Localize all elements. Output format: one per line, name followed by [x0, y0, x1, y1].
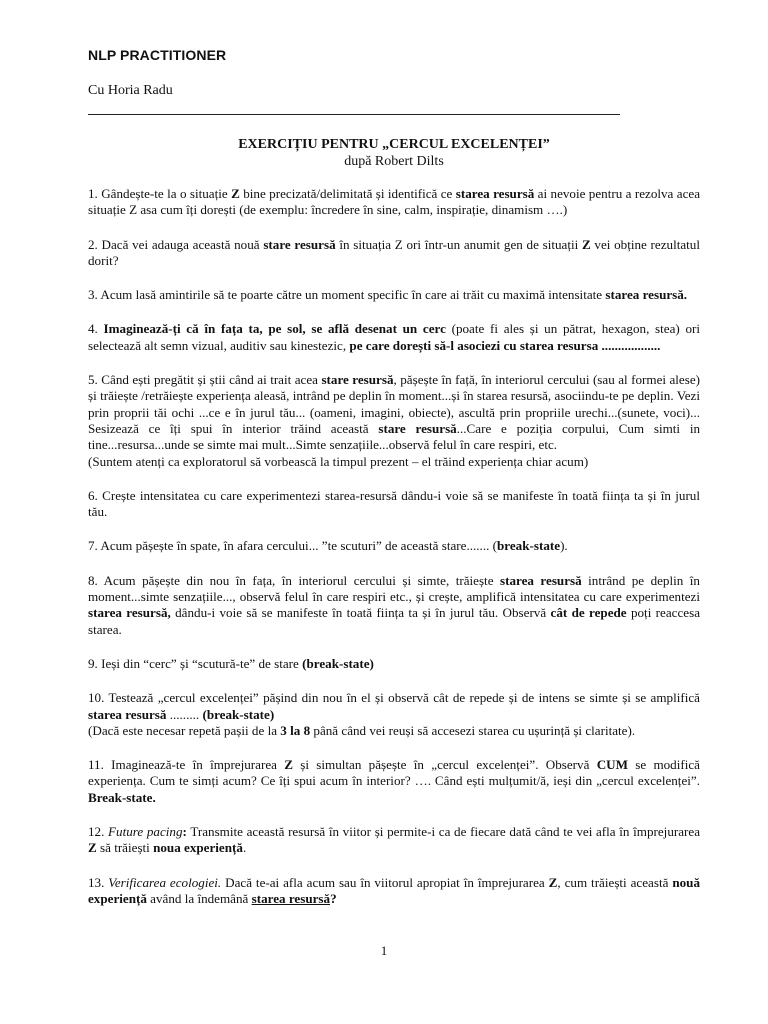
step-10: 10. Testează „cercul excelenței” pășind din nou în el și observă cât de repede și de intens se simte și se amplifică starea resursă ......... (break-state) (Dacă este necesar repetă pașii de la 3 la 8 până când vei reuși să accesezi starea cu ușurință și claritate). [88, 690, 700, 738]
step-7: 7. Acum pășește în spate, în afara cercului... ”te scuturi” de această stare....... (break-state). [88, 538, 568, 554]
header-divider [88, 114, 620, 115]
step-2: 2. Dacă vei adauga această nouă stare resursă în situația Z ori într-un anumit gen de situații Z vei obține rezultatul dorit? [88, 236, 700, 268]
step-9: 9. Ieși din “cerc” și “scutură-te” de stare (break-state) [88, 655, 374, 671]
step-5: 5. Când ești pregătit și știi când ai trait acea stare resursă, pășește în față, în interiorul cercului (sau al formei alese) și trăiește /retrăiește experiența aleasă, intrând pe deplin în moment...și în starea resursă, asociindu-te pe deplin. Vezi prin proprii tăi ochi ...ce e în jurul tău... (oameni, imagini, obiecte), ascultă prin propriile urechi...(sunete, voci)... Sesizează ce îți spui în interior trăind această stare resursă...Care e poziția corpului, Cum simti in tine...resursa...unde se simte mai mult...Simte senzațiile...observă felul în care respiri, etc. (Suntem atenți ca exploratorul să vorbească la timpul prezent – el trăind experiența chiar acum) [88, 372, 701, 469]
step-13: 13. Verificarea ecologiei. Dacă te-ai afla acum sau în viitorul apropiat în împrejurarea Z, cum trăiești această nouă experiență având la îndemână starea resursă? [88, 874, 701, 906]
step-1: 1. Gândește-te la o situație Z bine precizată/delimitată și identifică ce starea resursă ai nevoie pentru a rezolva acea situație Z asa cum îți dorești (de exemplu: încredere în sine, calm, inspirație, dinamism ….) [88, 186, 701, 218]
step-12: 12. Future pacing: Transmite această resursă în viitor și permite-i ca de fiecare dată când te vei afla în împrejurarea Z să trăiești noua experiență. [88, 824, 701, 856]
exercise-title: EXERCIȚIU PENTRU „CERCUL EXCELENȚEI” [238, 137, 550, 152]
step-6: 6. Crește intensitatea cu care experimentezi starea-resursă dându-i voie să se manifeste în toată ființa ta și în jurul tău. [88, 487, 700, 520]
step-8: 8. Acum pășește din nou în fața, în interiorul cercului și simte, trăiește starea resursă intrând pe deplin în moment...simte senzațiile..., observă felul în care respiri etc., și crește, amplifică intensitatea cu care experimentezi starea resursă, dându-i voie să se manifeste în toată ființa ta și în jurul tău. Observă cât de repede poți reaccesa starea. [88, 572, 700, 637]
exercise-steps [88, 186, 700, 925]
trainer-name: Cu Horia Radu [88, 83, 173, 98]
page-number: 1 [380, 943, 388, 958]
step-3: 3. Acum lasă amintirile să te poarte către un moment specific în care ai trăit cu maximă intensitate starea resursă. [88, 287, 688, 303]
step-11: 11. Imaginează-te în împrejurarea Z și simultan pășește în „cercul excelenței”. Observă CUM se modifică experiența. Cum te simți acum? Ce îți spui acum în interior? …. Când ești mulțumit/ă, ieși din „cercul excelenței”. Break-state. [88, 757, 700, 805]
step-4: 4. Imaginează-ți că în fața ta, pe sol, se află desenat un cerc (poate fi ales și un pătrat, hexagon, stea) ori selectează alt semn vizual, auditiv sau kinestezic, pe care dorești să-l asociezi cu starea resursa .................. [88, 321, 700, 353]
course-title: NLP PRACTITIONER [88, 47, 227, 63]
exercise-subtitle: după Robert Dilts [344, 154, 444, 169]
